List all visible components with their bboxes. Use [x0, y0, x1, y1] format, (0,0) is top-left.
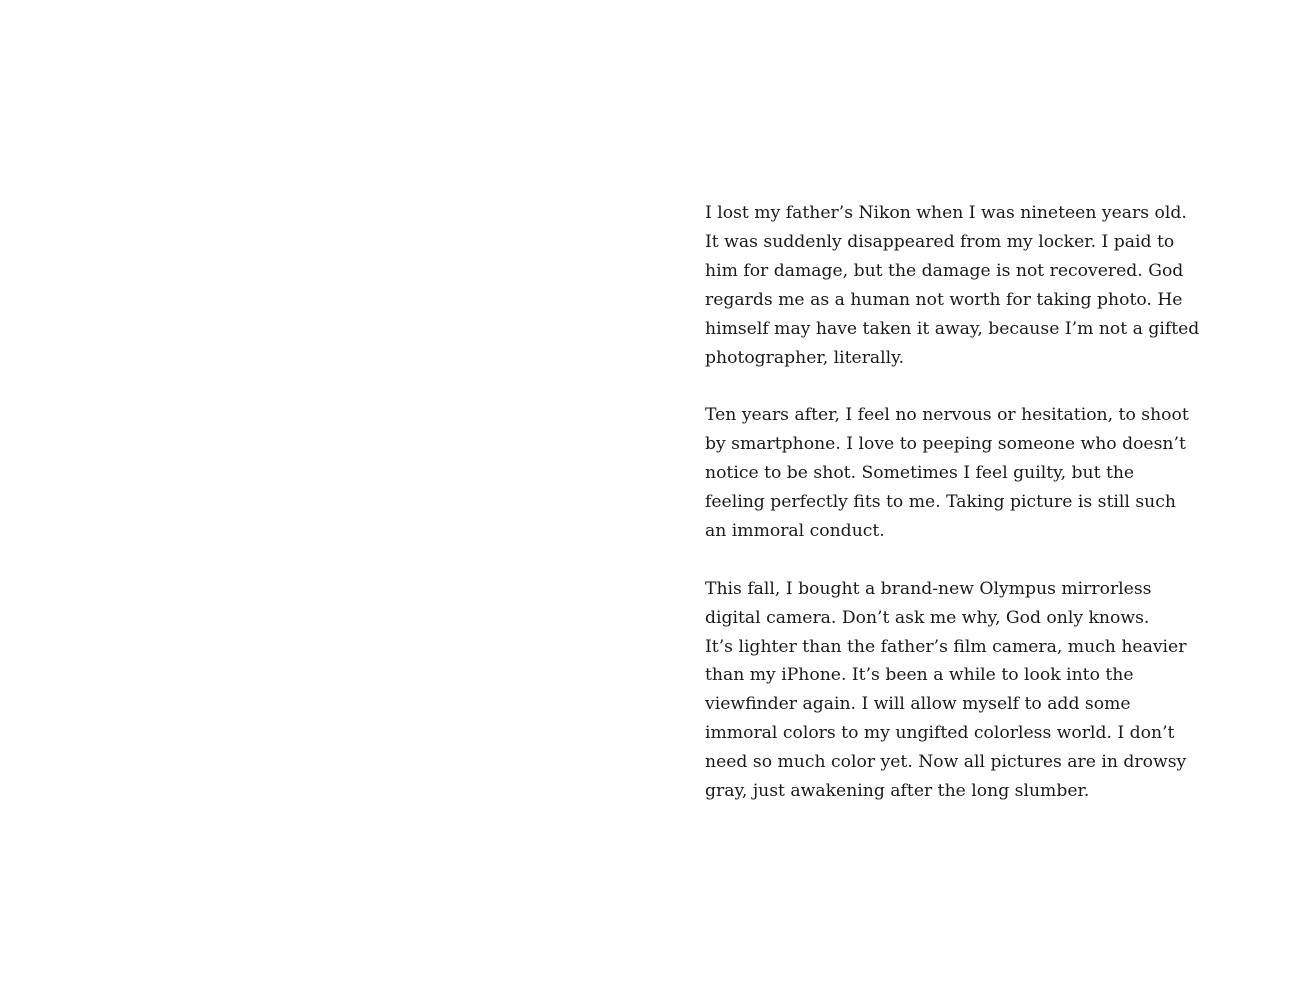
text-line: It was suddenly disappeared from my locker. I paid to [705, 231, 1175, 252]
text-line: him for damage, but the damage is not recovered. God [705, 260, 1184, 281]
text-line: This fall, I bought a brand-new Olympus mirrorless [705, 578, 1152, 599]
text-line: immoral colors to my ungifted colorless world. I don’t [705, 723, 1175, 744]
text-line: feeling perfectly fits to me. Taking picture is still such [705, 492, 1176, 513]
text-line: regards me as a human not worth for taking photo. He [705, 289, 1183, 310]
text-line: himself may have taken it away, because I’m not a gifted [705, 318, 1200, 339]
right-page [647, 0, 1294, 1000]
text-line: viewfinder again. I will allow myself to add some [705, 694, 1131, 715]
text-line: It’s lighter than the father’s film camera, much heavier [705, 636, 1187, 657]
paragraph-1 [705, 199, 1200, 372]
text-line: I lost my father’s Nikon when I was nineteen years old. [705, 203, 1187, 223]
text-line: than my iPhone. It’s been a while to look into the [705, 665, 1134, 686]
body-text [705, 199, 1200, 835]
text-line: notice to be shot. Sometimes I feel guilty, but the [705, 463, 1135, 484]
paragraph-2 [705, 401, 1189, 546]
text-line: digital camera. Don’t ask me why, God only knows. [705, 607, 1150, 628]
paragraph-3 [705, 575, 1185, 806]
text-line: Ten years after, I feel no nervous or hesitation, to shoot [705, 405, 1189, 426]
text-line: gray, just awakening after the long slumber. [705, 781, 1090, 802]
text-line: need so much color yet. Now all pictures are in drowsy [705, 752, 1187, 773]
text-line: by smartphone. I love to peeping someone who doesn’t [705, 434, 1186, 455]
text-line: photographer, literally. [705, 347, 905, 368]
text-line: an immoral conduct. [705, 520, 885, 541]
